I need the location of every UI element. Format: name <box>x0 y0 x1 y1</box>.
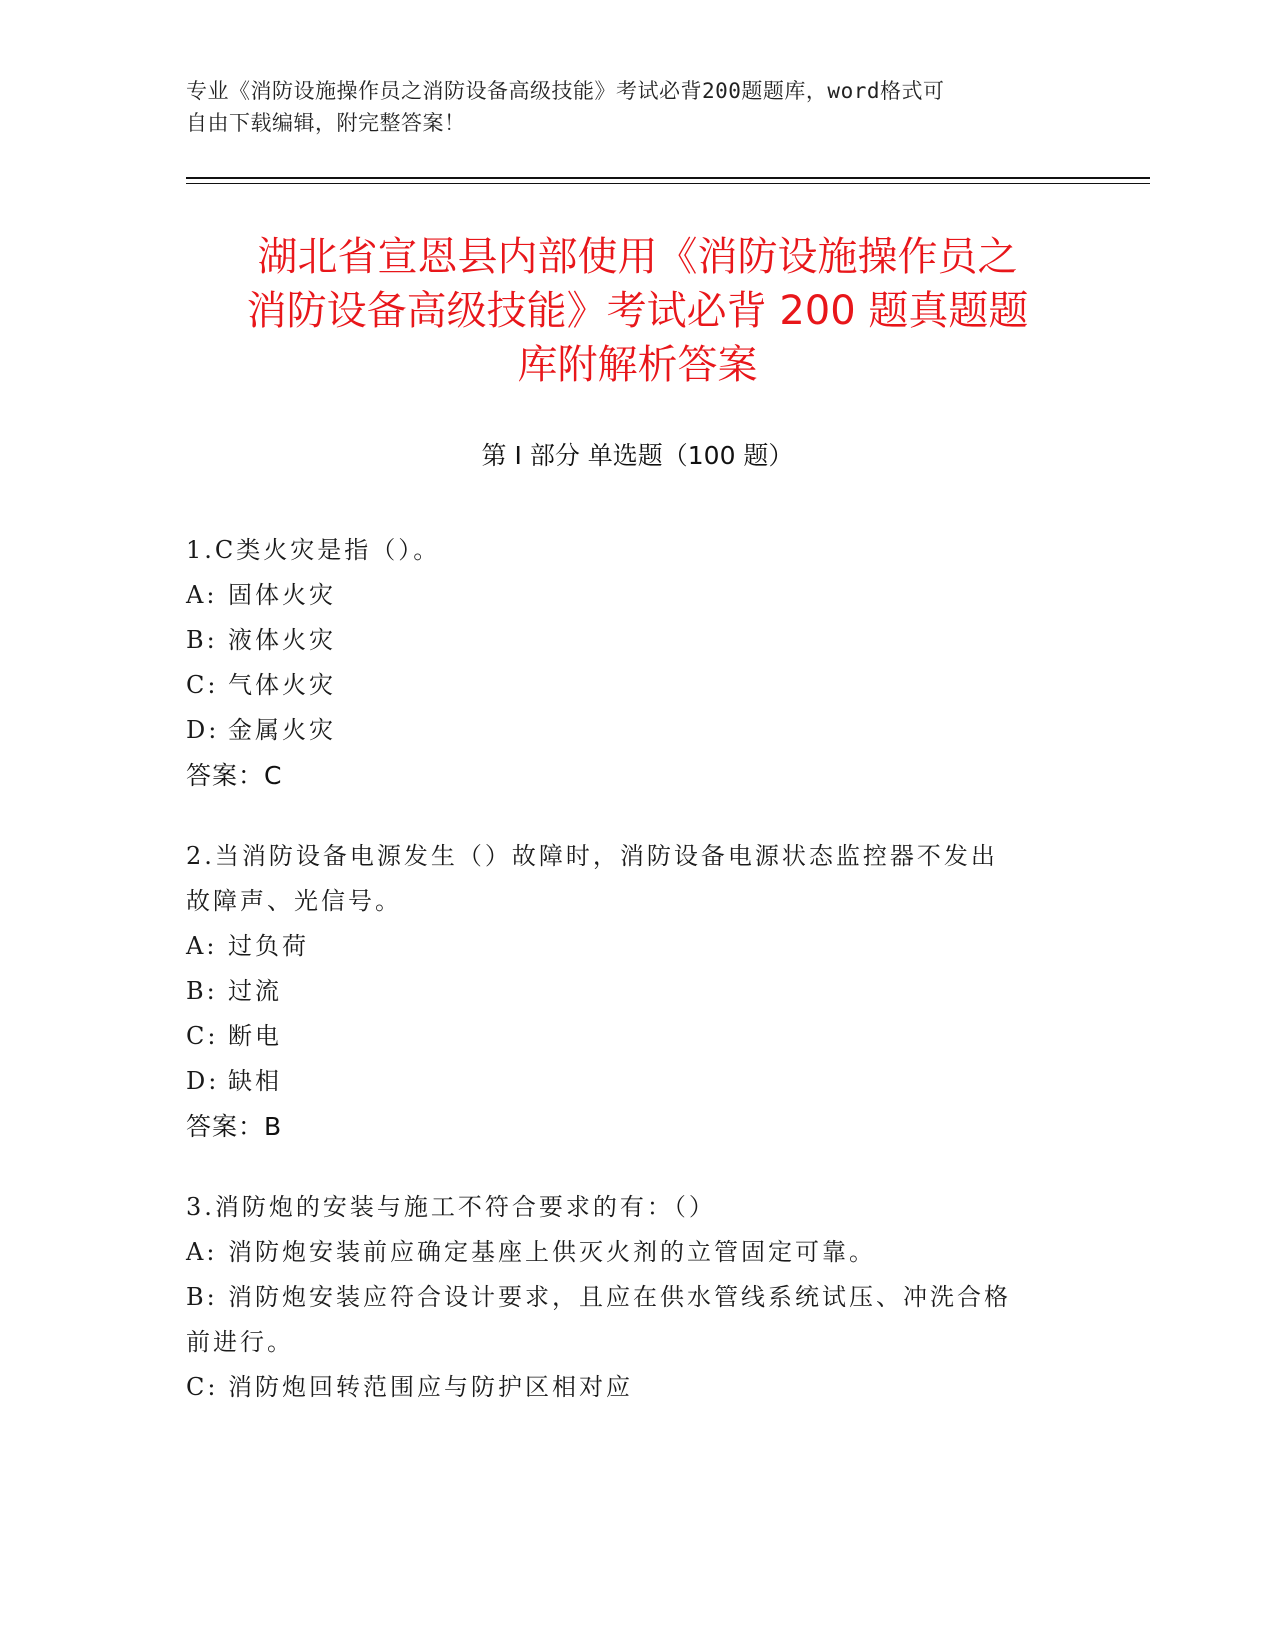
header-note <box>186 75 1066 139</box>
option-key: A: <box>186 932 218 960</box>
option-key: A: <box>186 1238 218 1266</box>
option-text: 消防炮安装应符合设计要求，且应在供水管线系统试压、冲洗合格 <box>228 1283 1011 1311</box>
option-text: 缺相 <box>228 1067 282 1095</box>
document-title-line: 湖北省宣恩县内部使用《消防设施操作员之 <box>257 234 1018 280</box>
header-note-line: 专业《消防设施操作员之消防设备高级技能》考试必背200题题库，word格式可 <box>186 79 945 103</box>
option-a <box>186 573 1076 618</box>
answer-line: 答案：B <box>186 1112 283 1141</box>
option-c <box>186 1365 1076 1410</box>
option-d <box>186 708 1076 753</box>
option-text: 液体火灾 <box>228 626 336 654</box>
option-key: B: <box>186 626 218 654</box>
option-key: A: <box>186 581 218 609</box>
option-key: D: <box>186 716 220 744</box>
option-text: 消防炮回转范围应与防护区相对应 <box>228 1373 633 1401</box>
question-item <box>186 528 1076 798</box>
option-b <box>186 969 1076 1014</box>
document-title <box>186 230 1089 392</box>
question-stem: 1.C类火灾是指（）。 <box>186 536 441 564</box>
document-title-line: 库附解析答案 <box>517 342 758 388</box>
option-text: 固体火灾 <box>228 581 336 609</box>
question-list <box>186 528 1076 1436</box>
option-a <box>186 924 1076 969</box>
question-stem: 3.消防炮的安装与施工不符合要求的有：（） <box>186 1193 716 1221</box>
option-text: 过流 <box>228 977 282 1005</box>
option-b <box>186 618 1076 663</box>
section-heading: 第 I 部分 单选题（100 题） <box>481 441 794 470</box>
option-key: C: <box>186 671 219 699</box>
option-key: B: <box>186 1283 218 1311</box>
option-text: 断电 <box>228 1022 282 1050</box>
document-title-line: 消防设备高级技能》考试必背 200 题真题题 <box>246 288 1029 334</box>
option-text: 气体火灾 <box>228 671 336 699</box>
option-key: C: <box>186 1022 219 1050</box>
question-stem-continued: 故障声、光信号。 <box>186 887 402 915</box>
option-d <box>186 1059 1076 1104</box>
option-a <box>186 1230 1076 1275</box>
option-b-continued: 前进行。 <box>186 1328 294 1356</box>
header-divider-thin <box>186 183 1150 184</box>
option-text: 金属火灾 <box>228 716 336 744</box>
answer-line: 答案：C <box>186 761 283 790</box>
question-item <box>186 834 1076 1149</box>
option-c <box>186 1014 1076 1059</box>
option-key: B: <box>186 977 218 1005</box>
question-item <box>186 1185 1076 1410</box>
header-note-line: 自由下载编辑，附完整答案！ <box>186 111 466 135</box>
option-c <box>186 663 1076 708</box>
option-text: 消防炮安装前应确定基座上供灭火剂的立管固定可靠。 <box>228 1238 876 1266</box>
header-divider <box>186 177 1150 179</box>
question-stem: 2.当消防设备电源发生（）故障时，消防设备电源状态监控器不发出 <box>186 842 998 870</box>
option-b <box>186 1275 1076 1320</box>
option-key: C: <box>186 1373 219 1401</box>
option-key: D: <box>186 1067 220 1095</box>
option-text: 过负荷 <box>228 932 309 960</box>
